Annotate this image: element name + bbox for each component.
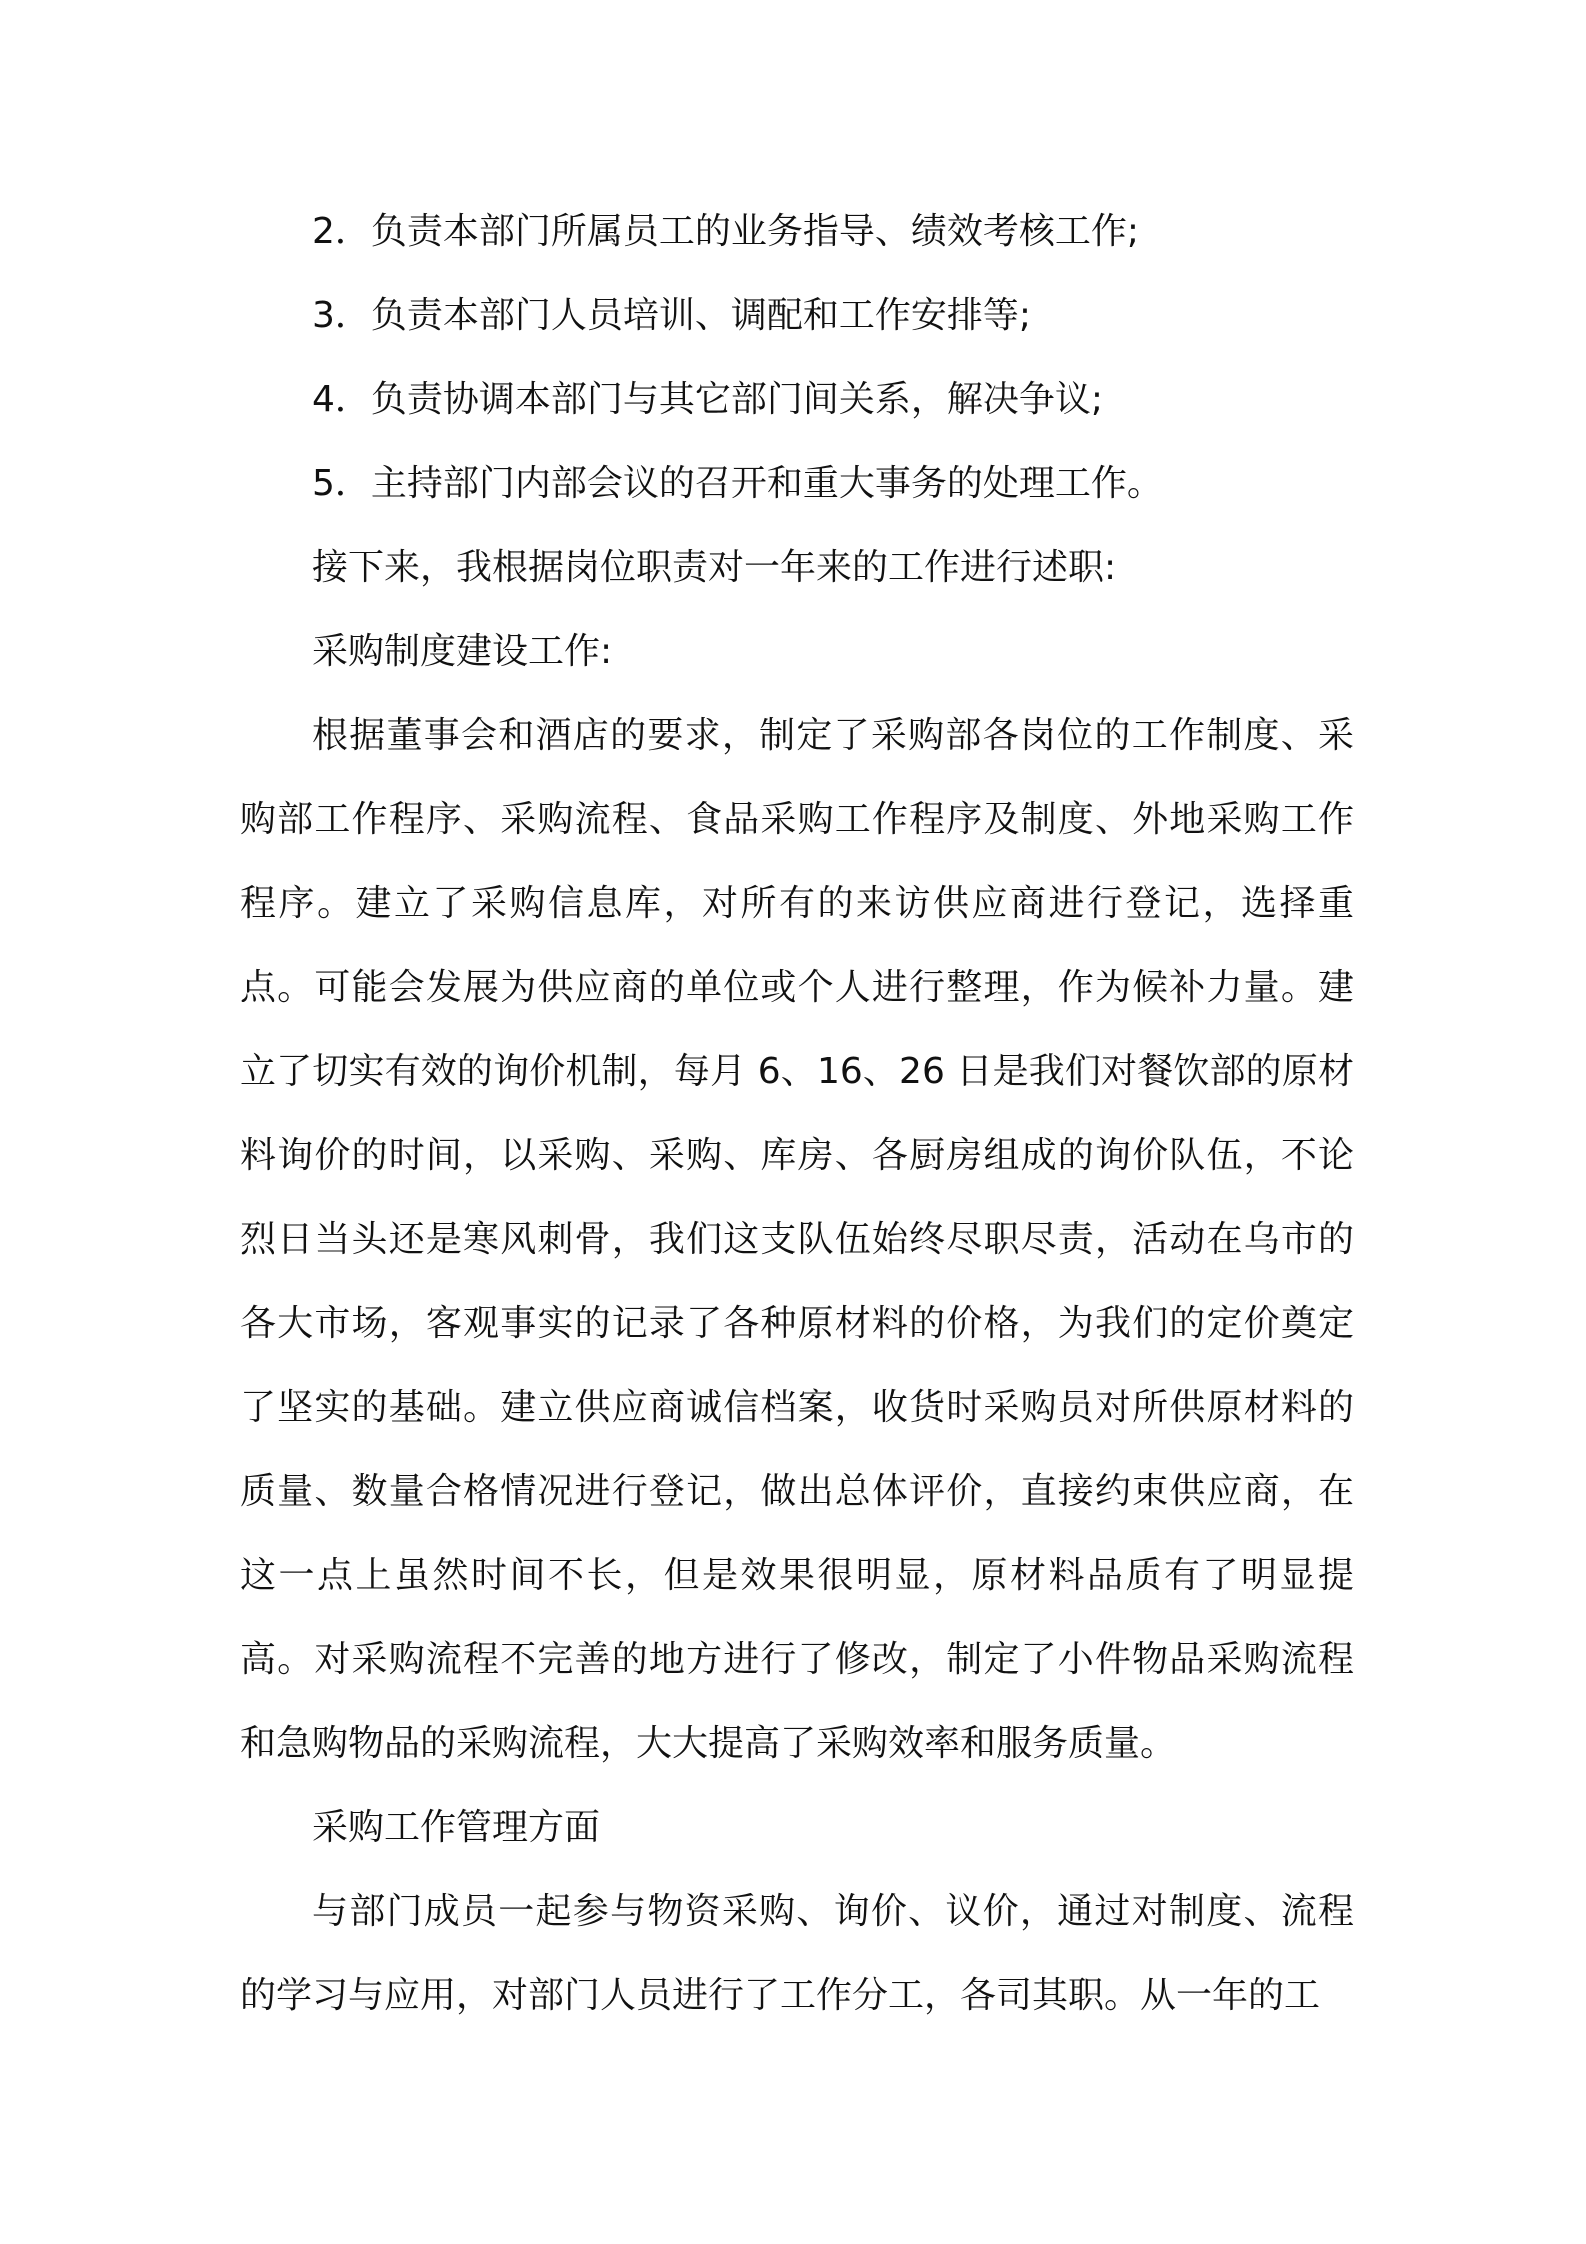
paragraph-duty-5: 5．主持部门内部会议的召开和重大事务的处理工作。 xyxy=(312,463,1163,504)
document-body xyxy=(240,190,1354,2038)
paragraph-intro: 接下来，我根据岗位职责对一年来的工作进行述职: xyxy=(312,547,1117,588)
section-heading-procurement-management: 采购工作管理方面 xyxy=(312,1807,601,1848)
paragraph-duty-3: 3．负责本部门人员培训、调配和工作安排等; xyxy=(312,295,1032,336)
section-heading-procurement-system: 采购制度建设工作: xyxy=(312,631,613,672)
paragraph-procurement-management: 与部门成员一起参与物资采购、询价、议价，通过对制度、流程的学习与应用，对部门人员进行了工作分工，各司其职。从一年的工 xyxy=(240,1891,1354,2016)
paragraph-procurement-system: 根据董事会和酒店的要求，制定了采购部各岗位的工作制度、采购部工作程序、采购流程、食品采购工作程序及制度、外地采购工作程序。建立了采购信息库，对所有的来访供应商进行登记，选择重点。可能会发展为供应商的单位或个人进行整理，作为候补力量。建立了切实有效的询价机制，每月 6、16、26 日是我们对餐饮部的原材料询价的时间，以采购、采购、库房、各厨房组成的询价队伍，不论烈日当头还是寒风刺骨，我们这支队伍始终尽职尽责，活动在乌市的各大市场，客观事实的记录了各种原材料的价格，为我们的定价奠定了坚实的基础。建立供应商诚信档案，收货时采购员对所供原材料的质量、数量合格情况进行登记，做出总体评价，直接约束供应商，在这一点上虽然时间不长，但是效果很明显，原材料品质有了明显提高。对采购流程不完善的地方进行了修改，制定了小件物品采购流程和急购物品的采购流程，大大提高了采购效率和服务质量。 xyxy=(240,715,1354,1764)
paragraph-duty-2: 2．负责本部门所属员工的业务指导、绩效考核工作; xyxy=(312,211,1140,252)
paragraph-duty-4: 4．负责协调本部门与其它部门间关系，解决争议; xyxy=(312,379,1104,420)
